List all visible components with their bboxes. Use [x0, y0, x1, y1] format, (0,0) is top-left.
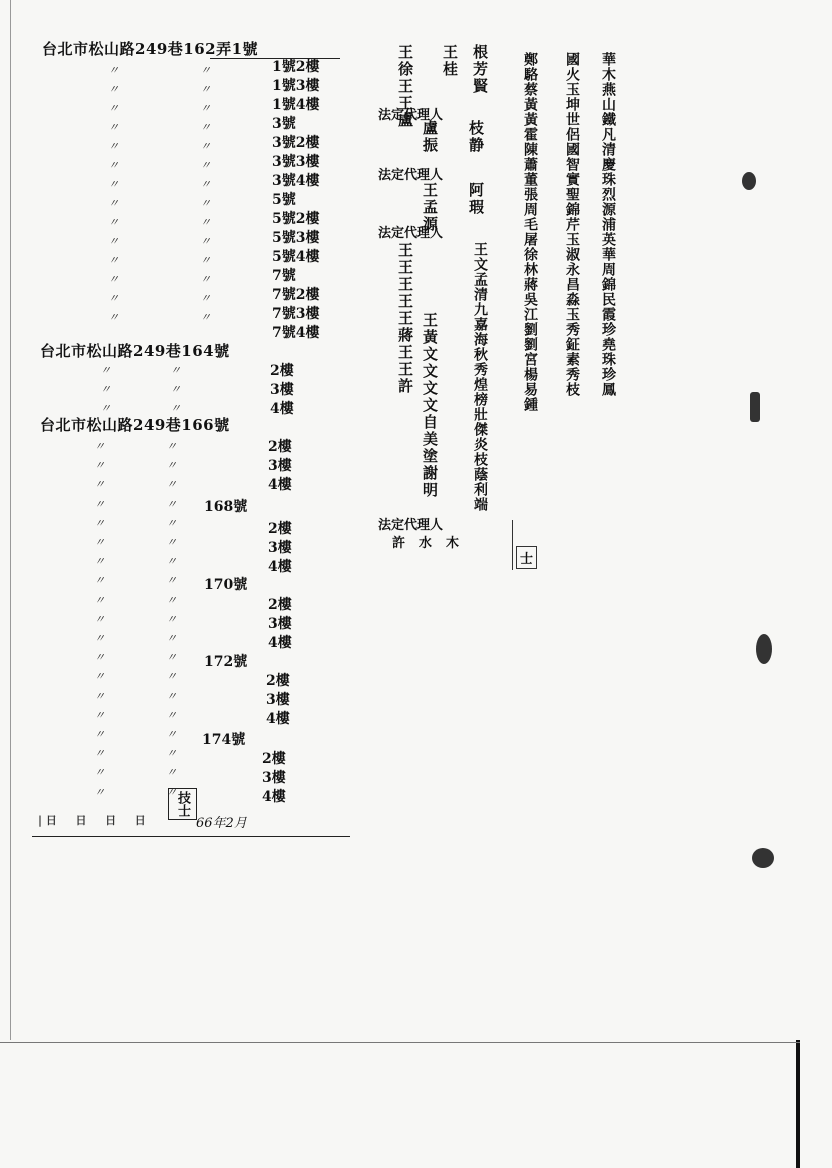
ditto-mark: 〃: [94, 497, 105, 511]
ditto-mark: 〃: [200, 292, 211, 305]
unit-label: 3樓: [268, 458, 292, 474]
number-170: 170號: [204, 577, 248, 593]
ditto-mark: 〃: [200, 159, 211, 172]
ditto-mark: 〃: [200, 83, 211, 96]
unit-label: 2樓: [268, 597, 292, 613]
owner-column: 根芳賢: [471, 44, 489, 95]
ditto-mark: 〃: [200, 273, 211, 286]
ditto-mark: 〃: [166, 612, 177, 626]
stamp-mark: 士: [516, 546, 537, 569]
ditto-mark: 〃: [94, 459, 105, 473]
ditto-mark: 〃: [94, 651, 105, 665]
ditto-mark: 〃: [108, 235, 119, 248]
owner-column: 枝静: [467, 120, 485, 154]
ditto-mark: 〃: [166, 747, 177, 761]
punch-hole: [750, 392, 760, 422]
ditto-mark: 〃: [170, 383, 181, 396]
footer-date: 66年2月: [196, 816, 247, 831]
ditto-mark: 〃: [166, 440, 177, 453]
ditto-mark: 〃: [94, 593, 105, 607]
number-168: 168號: [204, 499, 248, 515]
ditto-mark: 〃: [94, 574, 105, 588]
ditto-mark: 〃: [94, 670, 105, 684]
ditto-mark: 〃: [166, 478, 177, 492]
owner-column: 王黃文文文文自美塗謝明: [421, 312, 439, 499]
ditto-mark: 〃: [108, 197, 119, 210]
owner-column-right: 鄭駱蔡黃黃霍陳蕭董張周毛屠徐林蔣吳江劉劉宮楊易鍾: [522, 52, 538, 412]
ditto-mark: 〃: [200, 197, 211, 210]
ditto-mark: 〃: [200, 121, 211, 134]
address-166: 台北市松山路249巷166號: [40, 416, 230, 434]
ditto-mark: 〃: [108, 273, 119, 286]
ditto-mark: 〃: [166, 651, 177, 665]
legal-rep-label: 法定代理人: [378, 168, 444, 183]
unit-label: 5號4樓: [272, 249, 320, 265]
unit-label: 7號4樓: [272, 325, 320, 341]
address-162: 台北市松山路249巷162弄1號: [42, 40, 259, 58]
ditto-mark: 〃: [108, 121, 119, 134]
ditto-mark: 〃: [94, 612, 105, 626]
owner-column: 阿瑕: [467, 182, 485, 216]
unit-label: 4樓: [270, 401, 294, 417]
ditto-mark: 〃: [108, 216, 119, 229]
unit-label: 3號3樓: [272, 154, 320, 170]
unit-label: 3樓: [262, 770, 286, 786]
ditto-mark: 〃: [166, 785, 177, 799]
ditto-mark: 〃: [166, 536, 177, 549]
unit-label: 4樓: [268, 635, 292, 651]
unit-label: 5號3樓: [272, 230, 320, 246]
unit-label: 1號3樓: [272, 78, 320, 94]
ditto-mark: 〃: [108, 292, 119, 305]
address-164: 台北市松山路249巷164號: [40, 342, 230, 360]
unit-label: 4樓: [266, 711, 290, 727]
ditto-mark: 〃: [166, 459, 177, 473]
ditto-mark: 〃: [166, 632, 177, 645]
number-172: 172號: [204, 654, 248, 670]
unit-label: 2樓: [268, 439, 292, 455]
ditto-mark: 〃: [94, 785, 105, 799]
unit-label: 3樓: [268, 540, 292, 556]
ditto-mark: 〃: [166, 593, 177, 607]
unit-label: 7號: [272, 268, 296, 284]
unit-label: 3號: [272, 116, 296, 132]
unit-label: 7號2樓: [272, 287, 320, 303]
owner-column: 王王王王王蔣王王許: [396, 242, 414, 395]
ditto-mark: 〃: [200, 216, 211, 229]
punch-hole: [756, 634, 772, 664]
ditto-mark: 〃: [108, 311, 119, 324]
ditto-mark: 〃: [94, 766, 105, 780]
ditto-mark: 〃: [166, 689, 177, 703]
ditto-mark: 〃: [200, 178, 211, 191]
ditto-mark: 〃: [94, 728, 105, 741]
unit-label: 2樓: [268, 521, 292, 537]
ditto-mark: 〃: [166, 708, 177, 722]
ditto-mark: 〃: [200, 254, 211, 267]
owner-column-right: 國火玉坤世侶國智實聖錦芹玉淑永昌淼玉秀鉦素秀枝: [564, 52, 580, 397]
ditto-mark: 〃: [94, 708, 105, 722]
owner-column: 王桂: [441, 44, 459, 78]
ditto-mark: 〃: [108, 254, 119, 267]
ditto-mark: 〃: [108, 64, 119, 77]
ditto-mark: 〃: [100, 402, 111, 415]
ditto-mark: 〃: [200, 235, 211, 248]
punch-hole: [742, 172, 756, 190]
ditto-mark: 〃: [100, 383, 111, 396]
legal-rep-label: 法定代理人: [378, 518, 444, 533]
owner-column: 盧振: [421, 120, 439, 154]
ditto-mark: 〃: [166, 574, 177, 588]
footer-line: [32, 836, 350, 837]
ditto-mark: 〃: [200, 311, 211, 324]
unit-label: 3樓: [268, 616, 292, 632]
ditto-mark: 〃: [94, 478, 105, 492]
ditto-mark: 〃: [170, 364, 181, 377]
unit-label: 3號4樓: [272, 173, 320, 189]
ditto-mark: 〃: [94, 689, 105, 703]
footer-marks: | 日 日 日 日: [38, 814, 146, 827]
ditto-mark: 〃: [166, 766, 177, 780]
number-174: 174號: [202, 732, 246, 748]
owner-column: 王孟源: [421, 182, 439, 233]
ditto-mark: 〃: [108, 83, 119, 96]
page-edge: [796, 1040, 800, 1168]
unit-label: 5號2樓: [272, 211, 320, 227]
ditto-mark: 〃: [166, 497, 177, 511]
ditto-mark: 〃: [166, 670, 177, 684]
ditto-mark: 〃: [166, 555, 177, 569]
ditto-mark: 〃: [200, 64, 211, 77]
ditto-mark: 〃: [200, 102, 211, 115]
stamp-line: [512, 520, 513, 570]
unit-label: 4樓: [268, 559, 292, 575]
unit-label: 7號3樓: [272, 306, 320, 322]
ditto-mark: 〃: [94, 555, 105, 569]
unit-label: 2樓: [262, 751, 286, 767]
unit-label: 1號2樓: [272, 59, 320, 75]
unit-label: 5號: [272, 192, 296, 208]
unit-label: 1號4樓: [272, 97, 320, 113]
legal-rep-label: 法定代理人: [378, 226, 444, 241]
ditto-mark: 〃: [170, 402, 181, 415]
ditto-mark: 〃: [166, 728, 177, 741]
ditto-mark: 〃: [94, 747, 105, 761]
ditto-mark: 〃: [94, 632, 105, 645]
unit-label: 4樓: [268, 477, 292, 493]
unit-label: 2樓: [270, 363, 294, 379]
ditto-mark: 〃: [108, 140, 119, 153]
page-edge: [10, 0, 11, 1040]
final-owner: 許水木: [392, 536, 474, 551]
unit-label: 3樓: [270, 382, 294, 398]
ditto-mark: 〃: [94, 536, 105, 549]
ditto-mark: 〃: [200, 140, 211, 153]
unit-label: 3號2樓: [272, 135, 320, 151]
footer-stamp: 技士: [168, 788, 197, 820]
unit-label: 3樓: [266, 692, 290, 708]
legal-rep-label: 法定代理人: [378, 108, 444, 123]
ditto-mark: 〃: [94, 440, 105, 453]
owner-column: 王徐王王盧: [396, 44, 414, 129]
page-edge: [0, 1042, 800, 1043]
ditto-mark: 〃: [100, 364, 111, 377]
unit-label: 2樓: [266, 673, 290, 689]
punch-hole: [752, 848, 774, 868]
ditto-mark: 〃: [166, 516, 177, 530]
ditto-mark: 〃: [108, 178, 119, 191]
ditto-mark: 〃: [94, 516, 105, 530]
owner-column-right: 華木燕山鐵凡清慶珠烈源浦英華周錦民霞珍堯珠珍鳳: [600, 52, 616, 397]
unit-label: 4樓: [262, 789, 286, 805]
owner-column: 王文孟清九嘉海秋秀煌榜壯傑炎枝蔭利端: [472, 242, 488, 512]
ditto-mark: 〃: [108, 159, 119, 172]
ditto-mark: 〃: [108, 102, 119, 115]
